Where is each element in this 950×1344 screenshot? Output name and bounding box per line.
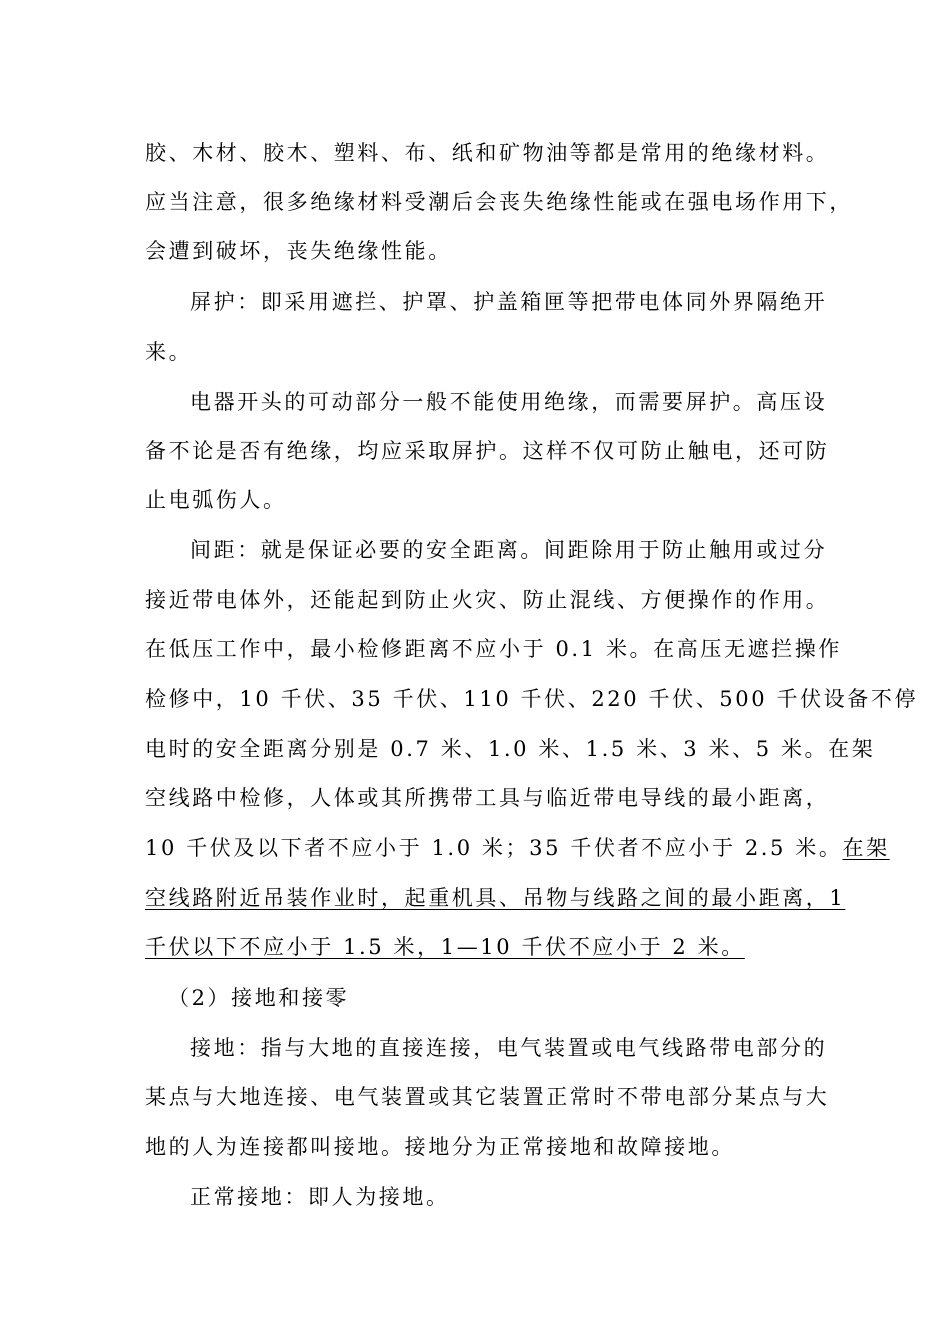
text-line: 正常接地：即人为接地。 (190, 1185, 450, 1209)
text-line: 某点与大地连接、电气装置或其它装置正常时不带电部分某点与大 (145, 1085, 830, 1109)
underlined-text-line: 空线路附近吊装作业时，起重机具、吊物与线路之间的最小距离，1 (145, 886, 846, 910)
text-line: 电时的安全距离分别是 0.7 米、1.0 米、1.5 米、3 米、5 米。在架 (145, 737, 876, 761)
text-line: 会遭到破坏，丧失绝缘性能。 (145, 239, 452, 263)
text-line: 来。 (145, 340, 193, 364)
text-line: 检修中，10 千伏、35 千伏、110 千伏、220 千伏、500 千伏设备不停 (145, 687, 919, 711)
text-line: 电器开头的可动部分一般不能使用绝缘，而需要屏护。高压设 (190, 390, 828, 414)
text-line: 空线路中检修，人体或其所携带工具与临近带电导线的最小距离， (145, 786, 830, 810)
text-line: 止电弧伤人。 (145, 488, 287, 512)
text-line: 在低压工作中，最小检修距离不应小于 0.1 米。在高压无遮拦操作 (145, 637, 842, 661)
text-line: 间距：就是保证必要的安全距离。间距除用于防止触用或过分 (190, 538, 828, 562)
text-line: 胶、木材、胶木、塑料、布、纸和矿物油等都是常用的绝缘材料。 (145, 141, 830, 165)
text-line: 备不论是否有绝缘，均应采取屏护。这样不仅可防止触电，还可防 (145, 439, 830, 463)
text-line (145, 835, 890, 861)
text-line: 地的人为连接都叫接地。接地分为正常接地和故障接地。 (145, 1135, 735, 1159)
text-segment: 10 千伏及以下者不应小于 1.0 米；35 千伏者不应小于 2.5 米。 (145, 836, 843, 860)
underlined-text-line: 千伏以下不应小于 1.5 米，1—10 千伏不应小于 2 米。 (145, 935, 745, 959)
heading-line: （2）接地和接零 (168, 986, 350, 1010)
underlined-text: 在架 (842, 836, 890, 860)
text-line: 应当注意，很多绝缘材料受潮后会丧失绝缘性能或在强电场作用下， (145, 190, 853, 214)
text-line: 接近带电体外，还能起到防止火灾、防止混线、方便操作的作用。 (145, 588, 830, 612)
text-line: 接地：指与大地的直接连接，电气装置或电气线路带电部分的 (190, 1036, 828, 1060)
text-line: 屏护：即采用遮拦、护罩、护盖箱匣等把带电体同外界隔绝开 (190, 290, 828, 314)
